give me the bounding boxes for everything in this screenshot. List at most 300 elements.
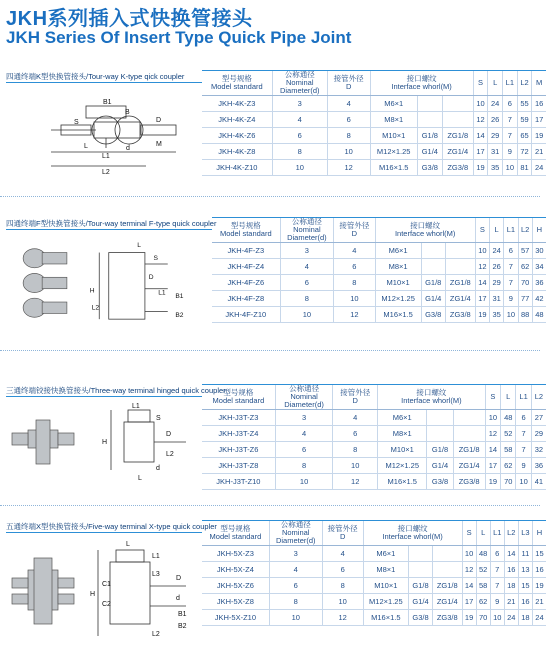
table-cell: 70 [501,474,516,490]
table-row [202,442,546,458]
table-cell: ZG1/4 [445,291,475,307]
table-cell: M8×1 [375,259,421,275]
table-cell: 21 [532,594,546,610]
col-whorl: 接口螺纹 Interface whorl(M) [378,385,486,410]
table-cell: ZG1/8 [432,578,462,594]
table-cell: ZG3/8 [442,160,473,176]
header-title-en: JKH Series Of Insert Type Quick Pipe Joint [6,28,352,47]
col-nominal: 公称通径 Nominal Diameter(d) [272,71,327,96]
divider [0,196,540,197]
svg-text:L1: L1 [102,153,110,160]
table-row [202,410,546,426]
table-cell: 42 [532,291,546,307]
table-cell: ZG3/8 [453,474,485,490]
table-cell: 6 [504,243,518,259]
table-cell: ZG1/4 [442,144,473,160]
table-cell: 59 [517,112,532,128]
table-cell: 4 [333,410,378,426]
divider [0,505,540,506]
table-cell: 8 [269,594,322,610]
k-type-table: 型号规格 Model standard 公称通径 Nominal Diameter(d) 接管外径 D 接口螺纹 Interface whorl(M) S L L1 L2 M JKH-4K-Z3 3 4 M6×1 10 24 6 55 16 JKH-4K-Z4 4 6 M8×1 12 26 7 59 17 JKH-4K-Z6 6 8 M10×1 G1/8 ZG1/8 14 29 7 65 19 JKH-4K-Z8 8 10 M12×1.25 G1/4 ZG1/4 17 31 9 72 21 JKH-4K-Z10 10 12 M16×1.5 G3/8 ZG3/8 19 35 10 81 24 [202,70,546,176]
table-cell: 72 [517,144,532,160]
header-title-cn: JKH系列插入式快换管接头 [6,8,253,30]
table-cell: 6 [490,546,504,562]
table-row [202,610,546,626]
table-cell: 6 [516,410,531,426]
table-cell [409,546,433,562]
svg-text:D: D [148,274,154,282]
table-cell: 15 [518,578,532,594]
table-cell [445,243,475,259]
f-type-table: 型号规格 Model standard 公称通径 Nominal Diameter(d) 接管外径 D 接口螺纹 Interface whorl(M) S L L1 L2 H JKH-4F-Z3 3 4 M6×1 10 24 6 57 30 JKH-4F-Z4 4 6 M8×1 12 26 7 62 34 JKH-4F-Z6 6 8 M10×1 G1/8 ZG1/8 14 29 7 70 36 JKH-4F-Z8 8 10 M12×1.25 G1/4 ZG1/4 17 31 9 77 42 JKH-4F-Z10 10 12 M16×1.5 G3/8 ZG3/8 19 35 10 88 48 [212,217,546,323]
col-model: 型号规格 Model standard [202,71,272,96]
table-row [202,458,546,474]
table-cell: JKH-4K-Z8 [202,144,272,160]
table-cell: 7 [516,442,531,458]
table-cell: 24 [532,160,546,176]
section-title: 四通终端F型快换管接头/Tour-way terminal F-type quick coupler [6,219,217,228]
table-cell: 15 [532,546,546,562]
section-5x [6,520,546,660]
col-outer: 接管外径 D [334,218,375,243]
table-cell [453,426,485,442]
table-cell: 26 [488,112,503,128]
table-cell: 9 [490,594,504,610]
col-outer: 接管外径 D [327,71,370,96]
table-row [212,259,546,275]
table-cell: 16 [532,562,546,578]
table-cell: 14 [504,546,518,562]
table-cell: 6 [333,426,378,442]
table-cell: 19 [485,474,500,490]
table-cell: 24 [488,96,503,112]
table-cell: JKH-J3T-Z8 [202,458,275,474]
j3t-table: 型号规格 Model standard 公称通径 Nominal Diameter(d) 接管外径 D 接口螺纹 Interface whorl(M) S L L1 L2 JKH-J3T-Z3 3 4 M6×1 10 48 6 27 JKH-J3T-Z4 4 6 M8×1 12 52 7 29 JKH-J3T-Z6 6 8 M10×1 G1/8 ZG1/8 14 58 7 32 JKH-J3T-Z8 8 10 M12×1.25 G1/4 ZG1/4 17 62 9 36 JKH-J3T-Z10 10 12 M16×1.5 G3/8 ZG3/8 19 70 10 41 [202,384,546,490]
svg-text:L2: L2 [152,631,160,638]
svg-text:L: L [137,241,142,249]
table-cell: 10 [485,410,500,426]
table-cell [453,410,485,426]
table-cell: 24 [504,610,518,626]
table-cell: 11 [518,546,532,562]
table-cell: 70 [476,610,490,626]
table-cell: 32 [531,442,546,458]
table-cell: 8 [280,291,334,307]
table-cell: JKH-4F-Z8 [212,291,280,307]
table-cell: 35 [488,160,503,176]
table-cell: 62 [501,458,516,474]
table-cell: M16×1.5 [378,474,427,490]
table-cell: 21 [504,594,518,610]
table-cell: 13 [518,562,532,578]
svg-text:D: D [166,431,172,438]
col-model: 型号规格 Model standard [212,218,280,243]
table-row [202,594,546,610]
table-cell: 14 [462,578,476,594]
svg-text:L2: L2 [91,304,100,312]
table-cell: 4 [280,259,334,275]
table-cell: 6 [275,442,333,458]
table-cell: G1/8 [421,275,445,291]
k-type-drawing [6,86,202,186]
table-cell: 30 [532,243,546,259]
table-cell: 58 [501,442,516,458]
table-cell: JKH-J3T-Z4 [202,426,275,442]
table-cell: JKH-4F-Z6 [212,275,280,291]
table-cell: M8×1 [378,426,427,442]
table-cell: G3/8 [421,307,445,323]
j3t-drawing [6,400,202,490]
table-cell: 26 [490,259,504,275]
table-cell [442,112,473,128]
table-cell: 8 [334,275,375,291]
table-cell: 8 [275,458,333,474]
table-cell: G1/4 [417,144,442,160]
table-cell: JKH-4K-Z4 [202,112,272,128]
table-cell: 7 [490,562,504,578]
table-cell: 7 [503,128,518,144]
table-cell [421,243,445,259]
table-cell: M10×1 [378,442,427,458]
col-outer: 接管外径 D [322,521,363,546]
table-cell [432,546,462,562]
table-cell: G1/8 [427,442,453,458]
table-cell: 77 [518,291,532,307]
svg-text:L1: L1 [158,289,166,297]
table-cell: 17 [462,594,476,610]
table-cell: 8 [272,144,327,160]
table-cell: 16 [532,96,546,112]
table-cell: 88 [518,307,532,323]
table-cell: JKH-4K-Z3 [202,96,272,112]
section-title: 四通终端K型快换管接头/Tour-way K-type qick coupler [6,70,202,83]
table-cell: 3 [280,243,334,259]
5x-table: 型号规格 Model standard 公称通径 Nominal Diameter(d) 接管外径 D 接口螺纹 Interface whorl(M) S L L1 L2 L3 H JKH-5X-Z3 3 4 M6×1 10 48 6 14 11 15 JKH-5X-Z4 4 6 M8×1 12 52 7 16 13 16 JKH-5X-Z6 6 8 M10×1 G1/8 ZG1/8 14 58 7 18 15 19 JKH-5X-Z8 8 10 M12×1.25 G1/4 ZG1/4 17 62 9 21 16 21 JKH-5X-Z10 10 12 M16×1.5 G3/8 ZG3/8 19 70 10 24 18 24 [202,520,546,626]
table-cell: ZG1/8 [445,275,475,291]
svg-text:L3: L3 [152,571,160,578]
table-cell: 48 [476,546,490,562]
table-cell [417,96,442,112]
section-k-type [6,70,546,185]
divider [0,350,540,351]
table-cell: 3 [269,546,322,562]
table-cell: G1/4 [421,291,445,307]
table-cell: 17 [473,144,488,160]
table-cell: M12×1.25 [370,144,417,160]
svg-text:d: d [156,465,160,472]
svg-text:B1: B1 [103,99,112,106]
table-row [212,243,546,259]
col-outer: 接管外径 D [333,385,378,410]
table-cell: 31 [488,144,503,160]
table-cell: 27 [531,410,546,426]
table-cell [421,259,445,275]
table-cell: JKH-5X-Z4 [202,562,269,578]
table-cell: 14 [473,128,488,144]
table-cell: JKH-4K-Z10 [202,160,272,176]
table-cell: 52 [476,562,490,578]
table-cell: 24 [490,243,504,259]
table-cell: JKH-4F-Z10 [212,307,280,323]
svg-text:L: L [126,541,130,548]
table-cell: JKH-4F-Z3 [212,243,280,259]
table-cell: JKH-5X-Z10 [202,610,269,626]
svg-text:d: d [176,595,180,602]
table-cell: 17 [485,458,500,474]
table-cell: 52 [501,426,516,442]
table-cell: 19 [532,128,546,144]
table-cell: 8 [333,442,378,458]
table-cell: 81 [517,160,532,176]
table-cell: JKH-4K-Z6 [202,128,272,144]
table-row [202,562,546,578]
table-cell: 21 [532,144,546,160]
table-cell: 36 [531,458,546,474]
table-cell: 14 [485,442,500,458]
table-cell: G3/8 [417,160,442,176]
table-cell: ZG1/4 [453,458,485,474]
svg-text:d: d [126,145,130,152]
table-cell: 34 [532,259,546,275]
table-row [202,546,546,562]
table-cell [445,259,475,275]
table-cell: 8 [327,128,370,144]
table-cell: 10 [473,96,488,112]
table-cell [409,562,433,578]
table-cell [427,426,453,442]
table-cell: 4 [334,243,375,259]
table-cell: 4 [327,96,370,112]
svg-text:S: S [153,255,158,263]
table-row [202,578,546,594]
table-row [202,128,546,144]
table-cell: 12 [462,562,476,578]
table-cell: G1/4 [427,458,453,474]
svg-text:S: S [74,119,79,126]
table-cell: 9 [504,291,518,307]
table-cell: M6×1 [363,546,408,562]
table-cell: 19 [475,307,489,323]
table-cell: G1/4 [409,594,433,610]
table-cell: 6 [322,562,363,578]
table-cell [427,410,453,426]
table-cell: M12×1.25 [375,291,421,307]
table-cell: M6×1 [375,243,421,259]
table-row [212,291,546,307]
table-cell: 7 [503,112,518,128]
table-cell: 12 [334,307,375,323]
table-cell: 65 [517,128,532,144]
table-cell: 35 [490,307,504,323]
table-cell: JKH-4F-Z4 [212,259,280,275]
section-f-type [6,217,546,332]
col-whorl: 接口螺纹 Interface whorl(M) [375,218,475,243]
table-cell: 6 [334,259,375,275]
f-type-drawing [6,233,202,333]
table-cell: ZG3/8 [445,307,475,323]
svg-text:C2: C2 [102,601,111,608]
table-cell: 10 [272,160,327,176]
table-cell: 10 [503,160,518,176]
table-cell: 36 [532,275,546,291]
table-cell: 9 [503,144,518,160]
table-cell: 17 [532,112,546,128]
table-row [202,112,546,128]
table-cell: 57 [518,243,532,259]
table-cell: 48 [501,410,516,426]
svg-text:L2: L2 [102,169,110,176]
table-cell [432,562,462,578]
table-row [202,144,546,160]
table-cell: 55 [517,96,532,112]
svg-text:H: H [90,591,96,598]
table-cell [417,112,442,128]
table-cell: 24 [532,610,546,626]
table-cell: 10 [327,144,370,160]
table-cell: M6×1 [370,96,417,112]
table-cell: 10 [504,307,518,323]
col-whorl: 接口螺纹 Interface whorl(M) [363,521,462,546]
col-nominal: 公称通径 Nominal Diameter(d) [269,521,322,546]
table-cell: 10 [322,594,363,610]
table-cell: JKH-5X-Z3 [202,546,269,562]
table-cell: M16×1.5 [363,610,408,626]
table-cell: ZG1/8 [442,128,473,144]
table-cell: G3/8 [409,610,433,626]
table-cell: 29 [531,426,546,442]
table-cell: 48 [532,307,546,323]
table-cell: 10 [334,291,375,307]
section-title: 五通终端X型快换管接头/Five-way terminal X-type quick coupler [6,522,217,531]
table-cell: G1/8 [409,578,433,594]
table-cell: JKH-J3T-Z6 [202,442,275,458]
table-cell: M10×1 [363,578,408,594]
table-cell: 70 [518,275,532,291]
svg-text:H: H [102,439,108,446]
table-cell: ZG1/8 [453,442,485,458]
table-cell: 19 [532,578,546,594]
table-row [202,160,546,176]
table-cell: 12 [485,426,500,442]
table-cell: 10 [475,243,489,259]
table-row [212,307,546,323]
table-cell: M10×1 [375,275,421,291]
table-cell [442,96,473,112]
table-cell: 18 [518,610,532,626]
svg-text:D: D [176,575,182,582]
table-cell: 6 [327,112,370,128]
svg-text:C1: C1 [102,581,111,588]
table-cell: 10 [280,307,334,323]
table-row [202,474,546,490]
table-cell: M10×1 [370,128,417,144]
table-cell: 29 [488,128,503,144]
table-row [202,426,546,442]
table-cell: 18 [504,578,518,594]
table-cell: M16×1.5 [375,307,421,323]
svg-text:B2: B2 [178,623,187,630]
table-cell: 19 [473,160,488,176]
svg-text:B1: B1 [178,611,187,618]
svg-text:L: L [138,475,142,482]
table-cell: 6 [269,578,322,594]
table-cell: 16 [518,594,532,610]
table-cell: 4 [272,112,327,128]
table-cell: M12×1.25 [378,458,427,474]
table-cell: JKH-J3T-Z10 [202,474,275,490]
table-cell: 7 [516,426,531,442]
table-cell: JKH-5X-Z6 [202,578,269,594]
5x-drawing [6,536,202,656]
table-cell: JKH-5X-Z8 [202,594,269,610]
col-nominal: 公称通径 Nominal Diameter(d) [275,385,333,410]
table-cell: 3 [275,410,333,426]
table-cell: 9 [516,458,531,474]
svg-text:L2: L2 [166,451,174,458]
table-cell: M8×1 [370,112,417,128]
table-cell: 7 [504,275,518,291]
table-cell: 12 [327,160,370,176]
svg-text:B: B [125,109,130,116]
col-model: 型号规格 Model standard [202,521,269,546]
table-cell: 10 [462,546,476,562]
table-cell: 3 [272,96,327,112]
table-cell: 4 [322,546,363,562]
table-cell: 10 [275,474,333,490]
table-cell: G1/8 [417,128,442,144]
table-cell: 6 [280,275,334,291]
table-cell: ZG1/4 [432,594,462,610]
col-whorl: 接口螺纹 Interface whorl(M) [370,71,473,96]
table-cell: 16 [504,562,518,578]
table-cell: M12×1.25 [363,594,408,610]
table-cell: 10 [516,474,531,490]
table-cell: 6 [503,96,518,112]
table-cell: 17 [475,291,489,307]
table-row [212,275,546,291]
svg-text:L1: L1 [152,553,160,560]
table-cell: 62 [476,594,490,610]
table-cell: 8 [322,578,363,594]
table-cell: 4 [269,562,322,578]
svg-text:D: D [156,117,162,124]
section-j3t [6,384,546,494]
table-cell: M8×1 [363,562,408,578]
col-nominal: 公称通径 Nominal Diameter(d) [280,218,334,243]
table-cell: 58 [476,578,490,594]
svg-text:L1: L1 [132,403,140,410]
table-cell: 7 [504,259,518,275]
svg-text:M: M [156,141,162,148]
table-cell: 4 [275,426,333,442]
table-cell: 12 [475,259,489,275]
table-cell: 6 [272,128,327,144]
col-model: 型号规格 Model standard [202,385,275,410]
table-cell: JKH-J3T-Z3 [202,410,275,426]
table-cell: 12 [333,474,378,490]
svg-text:H: H [89,287,95,295]
table-cell: 41 [531,474,546,490]
table-cell: 19 [462,610,476,626]
table-cell: 7 [490,578,504,594]
table-cell: 62 [518,259,532,275]
table-cell: 12 [322,610,363,626]
table-cell: M6×1 [378,410,427,426]
table-cell: 10 [333,458,378,474]
table-cell: 31 [490,291,504,307]
table-cell: 14 [475,275,489,291]
section-title: 三通终端铰接快换管接头/Three-way terminal hinged quick coupler [6,386,226,395]
